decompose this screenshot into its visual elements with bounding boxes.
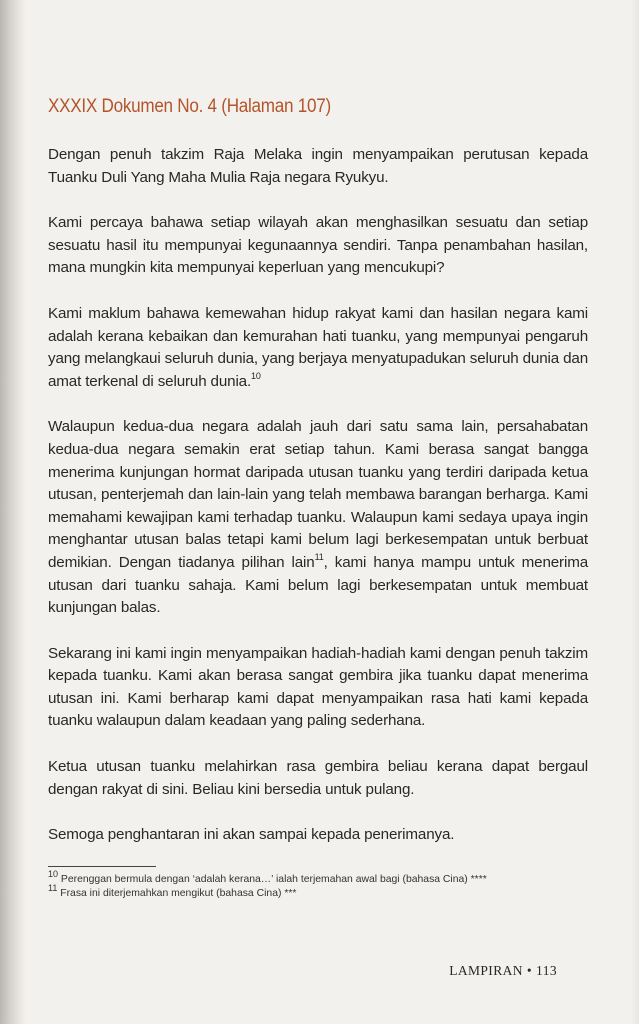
paragraph-4 — [48, 416, 588, 619]
footnote-text: Perenggan bermula dengan ‘adalah kerana…’ ialah terjemahan awal bagi (bahasa Cina) **** — [60, 874, 487, 885]
footnote-text: Frasa ini diterjemahkan mengikut (bahasa Cina) *** — [60, 888, 297, 899]
footnote-divider — [48, 866, 156, 867]
page-body — [48, 96, 588, 847]
paragraph-text: Kami maklum bahawa kemewahan hidup rakyat kami dan hasilan negara kami adalah kerana kebaikan dan kemurahan hati tuanku, yang mempunyai pengaruh yang melangkaui seluruh dunia, yang berjaya menyatupadukan seluruh dunia dan amat terkenal di seluruh dunia. — [48, 304, 588, 390]
paragraph-text: Walaupun kedua-dua negara adalah jauh dari satu sama lain, persahabatan kedua-dua negara semakin erat setiap tahun. Kami berasa sangat bangga menerima kunjungan hormat daripada utusan tuanku yang terdiri daripada ketua utusan, penterjemah dan lain-lain yang telah membawa barangan berharga. Kami memahami kewajipan kami terhadap tuanku. Walaupun kami sedaya upaya ingin menghantar utusan balas tetapi kami belum lagi berkesempatan untuk berbuat demikian. Dengan tiadanya pilihan lain — [48, 418, 588, 571]
footnote-11 — [48, 882, 608, 901]
paragraph-text: Semoga penghantaran ini akan sampai kepada penerimanya. — [48, 826, 455, 844]
paragraph-text-continued: , kami hanya mampu untuk menerima utusan dari tuanku sahaja. Kami belum lagi berkesempatan untuk membuat kunjungan balas. — [48, 553, 588, 617]
paragraph-text: Sekarang ini kami ingin menyampaikan hadiah-hadiah kami dengan penuh takzim kepada tuanku. Kami akan berasa sangat gembira jika tuanku dapat menerima utusan ini. Kami berharap kami dapat menyampaikan rasa hati kami kepada tuanku walaupun dalam keadaan yang paling sederhana. — [48, 644, 588, 730]
footnote-ref-10[interactable]: 10 — [251, 370, 261, 381]
paragraph-text: Kami percaya bahawa setiap wilayah akan menghasilkan sesuatu dan setiap sesuatu hasil itu mempunyai kegunaannya sendiri. Tanpa penambahan hasilan, mana mungkin kita mempunyai keperluan yang mencukupi? — [48, 214, 588, 277]
running-section-title: LAMPIRAN — [449, 963, 523, 978]
page-footer — [449, 963, 557, 979]
paragraph-5 — [48, 643, 588, 733]
page-edge — [631, 0, 639, 1024]
footnotes — [48, 868, 608, 901]
paragraph-text: Ketua utusan tuanku melahirkan rasa gembira beliau kerana dapat bergaul dengan rakyat di sini. Beliau kini bersedia untuk pulang. — [48, 758, 588, 798]
paragraph-text: Dengan penuh takzim Raja Melaka ingin menyampaikan perutusan kepada Tuanku Duli Yang Maha Mulia Raja negara Ryukyu. — [48, 146, 588, 186]
page-number: 113 — [536, 963, 557, 978]
footer-bullet: • — [526, 963, 533, 978]
paragraph-7 — [48, 824, 588, 847]
footnote-ref-11[interactable]: 11 — [314, 551, 324, 562]
paragraph-6 — [48, 756, 588, 801]
paragraph-1 — [48, 144, 588, 189]
footnote-number: 10 — [48, 868, 59, 879]
footnote-10 — [48, 868, 608, 887]
paragraph-2 — [48, 212, 588, 280]
section-heading: XXXIX Dokumen No. 4 (Halaman 107) — [48, 96, 331, 117]
footnote-number: 11 — [48, 882, 58, 893]
book-spine-shadow — [0, 0, 26, 1024]
paragraph-3 — [48, 303, 588, 393]
